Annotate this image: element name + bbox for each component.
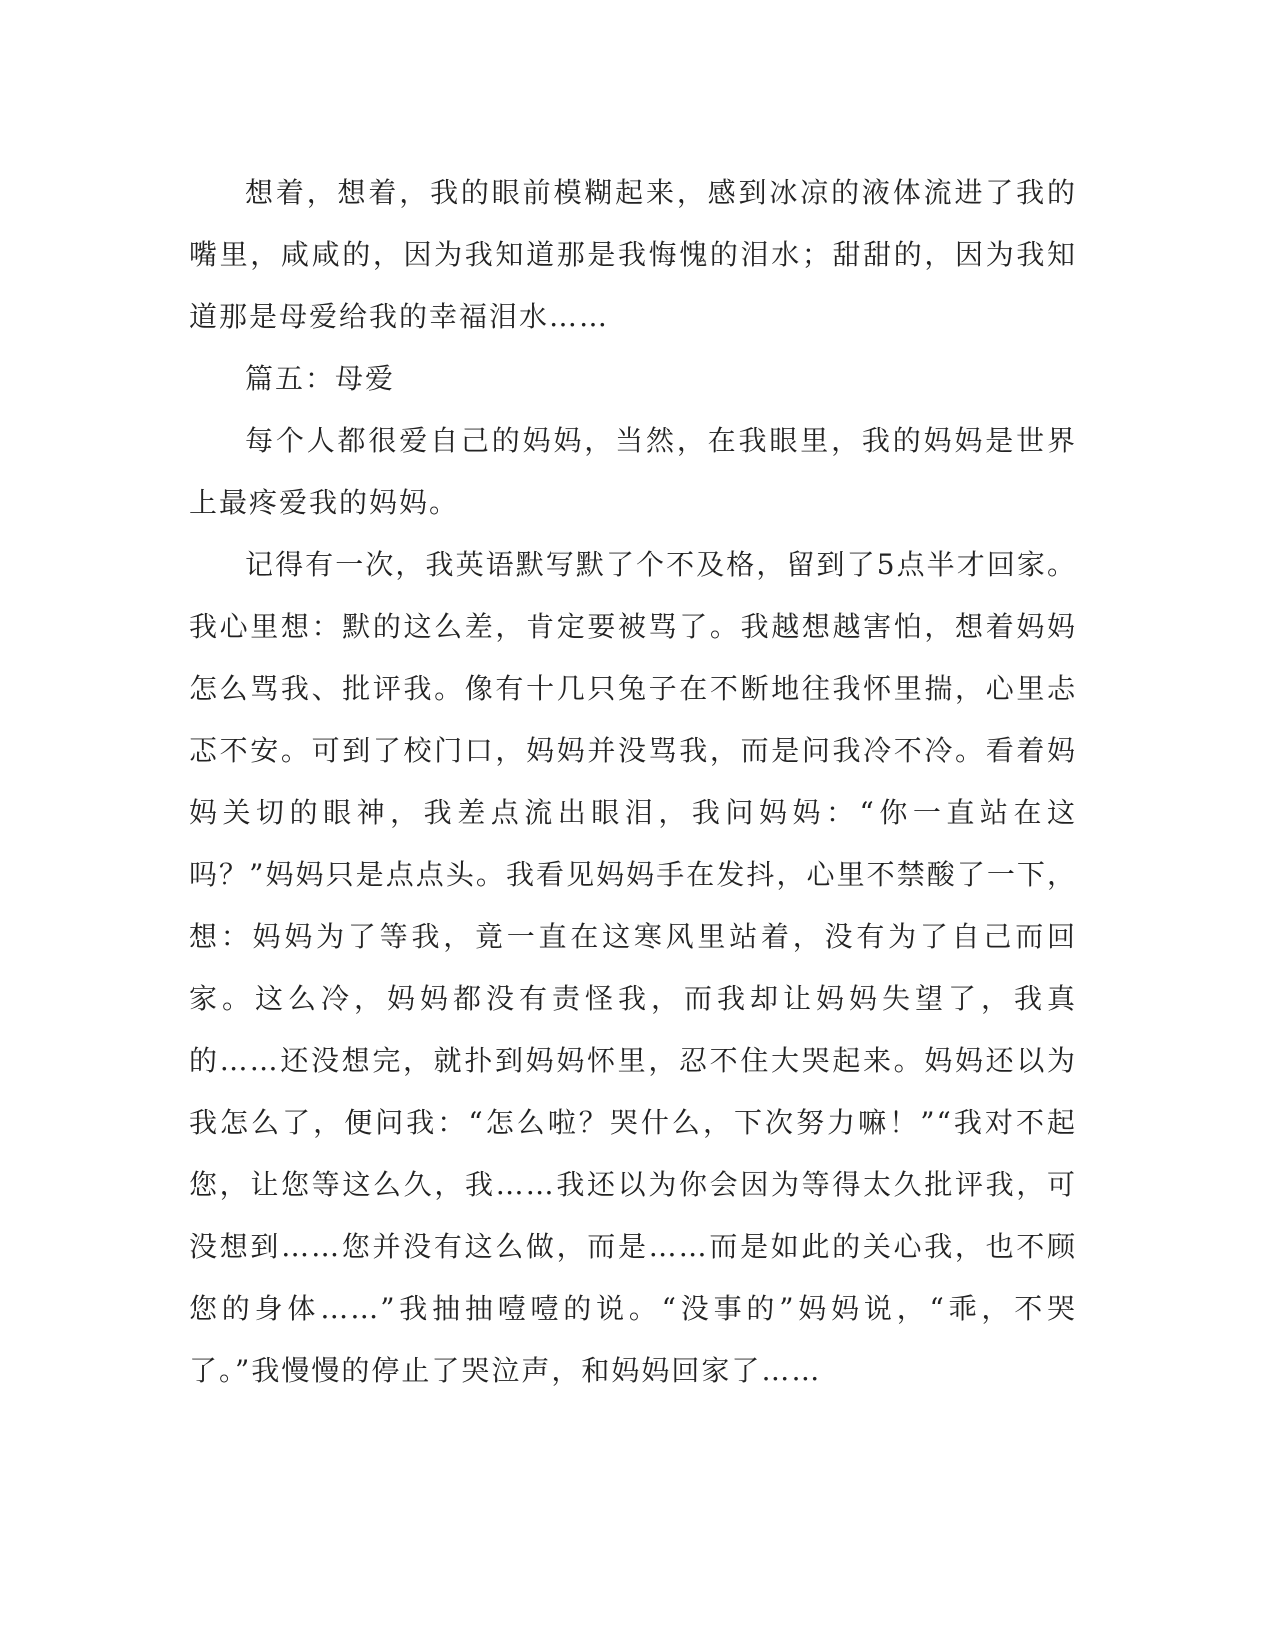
paragraph-tears: 想着，想着，我的眼前模糊起来，感到冰凉的液体流进了我的嘴里，咸咸的，因为我知道那是我悔愧的泪水；甜甜的，因为我知道那是母爱给我的幸福泪水…… — [189, 176, 1077, 333]
paragraph-story: 记得有一次，我英语默写默了个不及格，留到了5点半才回家。我心里想：默的这么差，肯定要被骂了。我越想越害怕，想着妈妈怎么骂我、批评我。像有十几只兔子在不断地往我怀里揣，心里忐忑不安。可到了校门口，妈妈并没骂我，而是问我冷不冷。看着妈妈关切的眼神，我差点流出眼泪，我问妈妈：“你一直站在这吗？”妈妈只是点点头。我看见妈妈手在发抖，心里不禁酸了一下，想：妈妈为了等我，竟一直在这寒风里站着，没有为了自己而回家。这么冷，妈妈都没有责怪我，而我却让妈妈失望了，我真的……还没想完，就扑到妈妈怀里，忍不住大哭起来。妈妈还以为我怎么了，便问我：“怎么啦？哭什么，下次努力嘛！”“我对不起您，让您等这么久，我……我还以为你会因为等得太久批评我，可没想到……您并没有这么做，而是……而是如此的关心我，也不顾您的身体……”我抽抽噎噎的说。“没事的”妈妈说，“乖，不哭了。”我慢慢的停止了哭泣声，和妈妈回家了…… — [189, 548, 1077, 1387]
document-body — [189, 162, 1077, 1402]
paragraph-intro: 每个人都很爱自己的妈妈，当然，在我眼里，我的妈妈是世界上最疼爱我的妈妈。 — [189, 424, 1077, 519]
section-heading: 篇五：母爱 — [245, 362, 396, 395]
